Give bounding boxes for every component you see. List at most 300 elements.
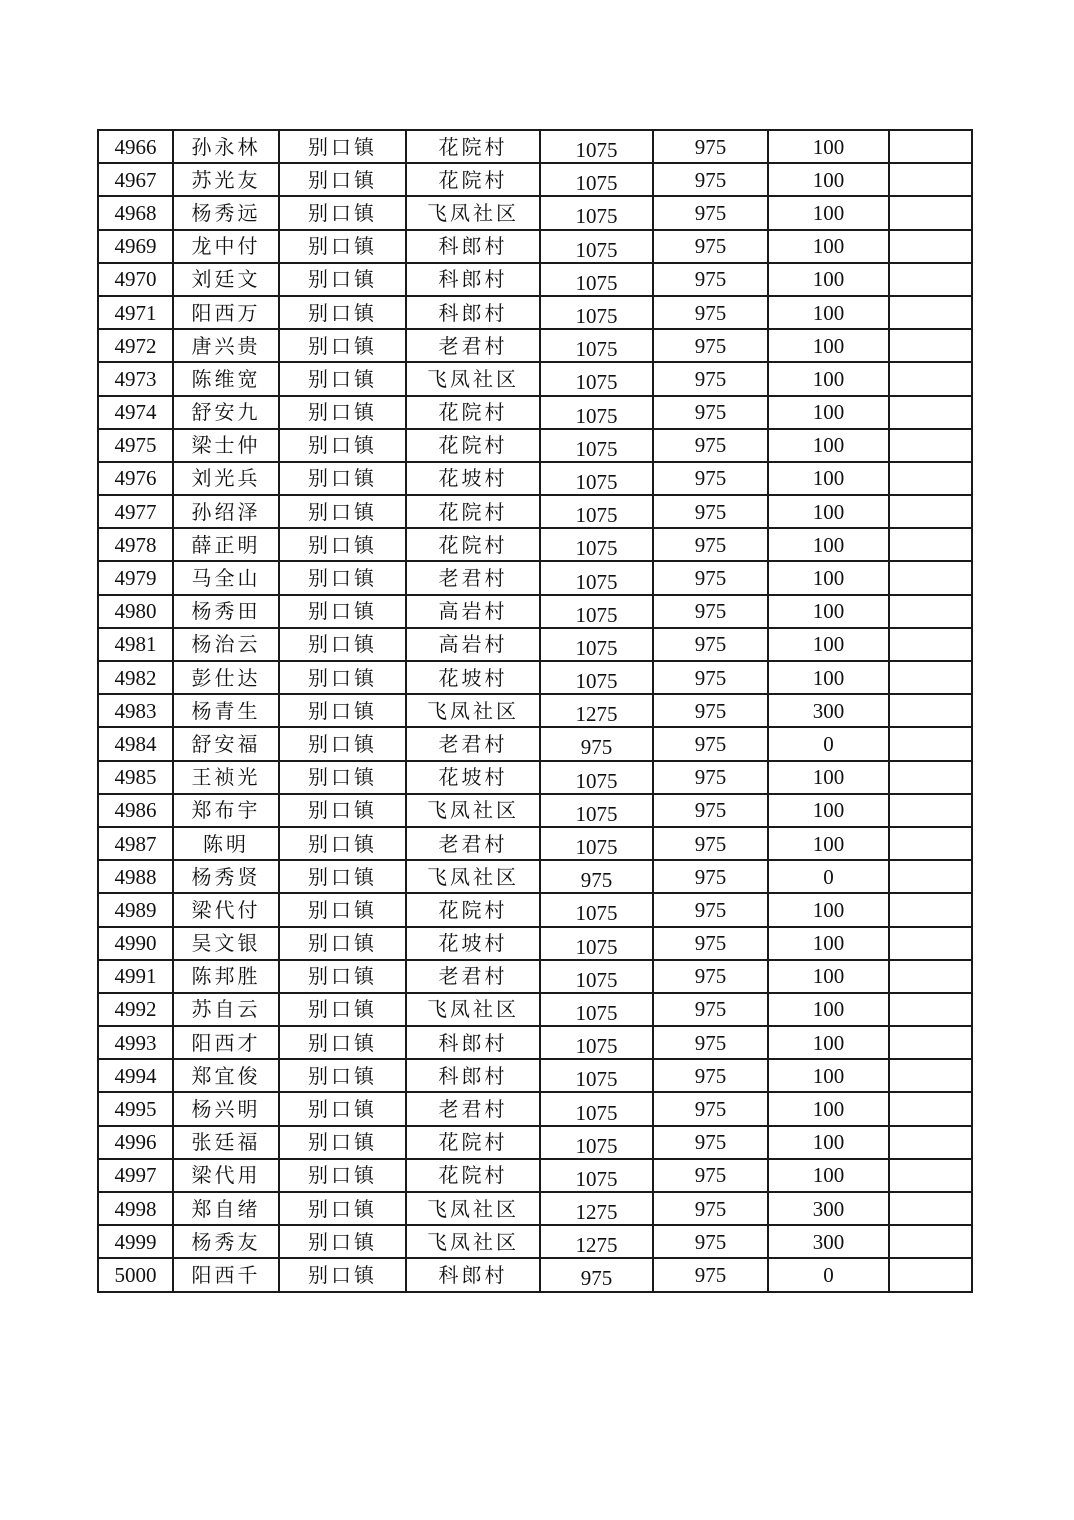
town-cell: 别口镇 [279,694,406,727]
table-row [98,130,972,163]
amount-cell: 1275 [540,1225,653,1258]
name-cell: 杨秀田 [173,595,279,628]
row-number-cell: 4966 [98,130,173,163]
town-cell: 别口镇 [279,993,406,1026]
remark-cell [889,794,972,827]
amount-cell: 1075 [540,794,653,827]
row-number-cell: 4987 [98,827,173,860]
name-cell: 阳西千 [173,1258,279,1291]
difference-cell: 100 [768,329,889,362]
village-cell: 飞凤社区 [406,993,540,1026]
town-cell: 别口镇 [279,1059,406,1092]
remark-cell [889,927,972,960]
amount-cell: 1075 [540,661,653,694]
table-row [98,561,972,594]
name-cell: 刘光兵 [173,462,279,495]
difference-cell: 100 [768,761,889,794]
town-cell: 别口镇 [279,1159,406,1192]
name-cell: 薛正明 [173,528,279,561]
remark-cell [889,860,972,893]
table-row [98,927,972,960]
base-amount-cell: 975 [653,1159,768,1192]
name-cell: 王祯光 [173,761,279,794]
town-cell: 别口镇 [279,827,406,860]
table-row [98,595,972,628]
base-amount-cell: 975 [653,1192,768,1225]
remark-cell [889,462,972,495]
base-amount-cell: 975 [653,296,768,329]
row-number-cell: 4992 [98,993,173,1026]
row-number-cell: 4967 [98,163,173,196]
base-amount-cell: 975 [653,362,768,395]
town-cell: 别口镇 [279,495,406,528]
table-row [98,727,972,760]
table-row [98,661,972,694]
base-amount-cell: 975 [653,495,768,528]
village-cell: 花院村 [406,495,540,528]
name-cell: 苏光友 [173,163,279,196]
table-row [98,1059,972,1092]
base-amount-cell: 975 [653,1092,768,1125]
remark-cell [889,263,972,296]
difference-cell: 100 [768,1159,889,1192]
remark-cell [889,993,972,1026]
table-row [98,1092,972,1125]
table-row [98,296,972,329]
town-cell: 别口镇 [279,230,406,263]
town-cell: 别口镇 [279,329,406,362]
difference-cell: 300 [768,1225,889,1258]
remark-cell [889,130,972,163]
amount-cell: 1075 [540,628,653,661]
name-cell: 孙永林 [173,130,279,163]
town-cell: 别口镇 [279,661,406,694]
remark-cell [889,1159,972,1192]
difference-cell: 100 [768,495,889,528]
town-cell: 别口镇 [279,296,406,329]
amount-cell: 1075 [540,993,653,1026]
base-amount-cell: 975 [653,130,768,163]
base-amount-cell: 975 [653,661,768,694]
data-table [97,129,973,1293]
name-cell: 吴文银 [173,927,279,960]
table-row [98,761,972,794]
amount-cell: 1275 [540,694,653,727]
row-number-cell: 4990 [98,927,173,960]
village-cell: 花院村 [406,893,540,926]
name-cell: 杨秀友 [173,1225,279,1258]
amount-cell: 1075 [540,1126,653,1159]
name-cell: 陈维宽 [173,362,279,395]
remark-cell [889,429,972,462]
town-cell: 别口镇 [279,462,406,495]
base-amount-cell: 975 [653,1258,768,1291]
base-amount-cell: 975 [653,396,768,429]
row-number-cell: 4983 [98,694,173,727]
village-cell: 老君村 [406,960,540,993]
town-cell: 别口镇 [279,1126,406,1159]
base-amount-cell: 975 [653,727,768,760]
name-cell: 郑布宇 [173,794,279,827]
amount-cell: 1075 [540,230,653,263]
difference-cell: 100 [768,528,889,561]
town-cell: 别口镇 [279,429,406,462]
town-cell: 别口镇 [279,860,406,893]
amount-cell: 1075 [540,396,653,429]
difference-cell: 100 [768,893,889,926]
table-row [98,960,972,993]
table-row [98,329,972,362]
row-number-cell: 4995 [98,1092,173,1125]
base-amount-cell: 975 [653,1126,768,1159]
row-number-cell: 4999 [98,1225,173,1258]
name-cell: 阳西才 [173,1026,279,1059]
name-cell: 舒安福 [173,727,279,760]
name-cell: 杨秀远 [173,196,279,229]
name-cell: 梁代用 [173,1159,279,1192]
amount-cell: 975 [540,1258,653,1291]
village-cell: 飞凤社区 [406,1225,540,1258]
remark-cell [889,1092,972,1125]
table-row [98,362,972,395]
name-cell: 张廷福 [173,1126,279,1159]
town-cell: 别口镇 [279,196,406,229]
difference-cell: 100 [768,196,889,229]
table-row [98,495,972,528]
town-cell: 别口镇 [279,130,406,163]
remark-cell [889,694,972,727]
town-cell: 别口镇 [279,794,406,827]
row-number-cell: 4982 [98,661,173,694]
remark-cell [889,595,972,628]
amount-cell: 1075 [540,1159,653,1192]
amount-cell: 1075 [540,561,653,594]
row-number-cell: 4988 [98,860,173,893]
table-body [98,130,972,1292]
row-number-cell: 4985 [98,761,173,794]
amount-cell: 1075 [540,827,653,860]
village-cell: 花院村 [406,1126,540,1159]
amount-cell: 1075 [540,462,653,495]
difference-cell: 100 [768,661,889,694]
village-cell: 花坡村 [406,761,540,794]
village-cell: 花院村 [406,396,540,429]
row-number-cell: 4979 [98,561,173,594]
table-row [98,462,972,495]
amount-cell: 1075 [540,761,653,794]
amount-cell: 1075 [540,893,653,926]
table-row [98,794,972,827]
name-cell: 陈明 [173,827,279,860]
base-amount-cell: 975 [653,694,768,727]
village-cell: 飞凤社区 [406,794,540,827]
difference-cell: 100 [768,362,889,395]
name-cell: 苏自云 [173,993,279,1026]
remark-cell [889,1225,972,1258]
table-row [98,628,972,661]
difference-cell: 100 [768,1059,889,1092]
village-cell: 飞凤社区 [406,362,540,395]
village-cell: 老君村 [406,561,540,594]
base-amount-cell: 975 [653,595,768,628]
name-cell: 郑自绪 [173,1192,279,1225]
table-row [98,429,972,462]
base-amount-cell: 975 [653,960,768,993]
base-amount-cell: 975 [653,1026,768,1059]
difference-cell: 100 [768,230,889,263]
amount-cell: 1075 [540,1059,653,1092]
village-cell: 高岩村 [406,628,540,661]
remark-cell [889,727,972,760]
remark-cell [889,230,972,263]
difference-cell: 100 [768,429,889,462]
base-amount-cell: 975 [653,462,768,495]
base-amount-cell: 975 [653,196,768,229]
row-number-cell: 4993 [98,1026,173,1059]
village-cell: 花院村 [406,130,540,163]
row-number-cell: 4970 [98,263,173,296]
name-cell: 杨秀贤 [173,860,279,893]
row-number-cell: 4994 [98,1059,173,1092]
village-cell: 科郎村 [406,230,540,263]
village-cell: 飞凤社区 [406,860,540,893]
name-cell: 梁代付 [173,893,279,926]
remark-cell [889,196,972,229]
base-amount-cell: 975 [653,429,768,462]
table-row [98,893,972,926]
difference-cell: 100 [768,462,889,495]
amount-cell: 1075 [540,362,653,395]
difference-cell: 100 [768,263,889,296]
row-number-cell: 4973 [98,362,173,395]
row-number-cell: 4969 [98,230,173,263]
amount-cell: 1075 [540,429,653,462]
village-cell: 花坡村 [406,462,540,495]
difference-cell: 100 [768,927,889,960]
village-cell: 花坡村 [406,661,540,694]
row-number-cell: 4976 [98,462,173,495]
difference-cell: 100 [768,827,889,860]
table-row [98,528,972,561]
town-cell: 别口镇 [279,960,406,993]
table-row [98,1258,972,1291]
village-cell: 老君村 [406,329,540,362]
village-cell: 飞凤社区 [406,1192,540,1225]
remark-cell [889,1126,972,1159]
town-cell: 别口镇 [279,561,406,594]
town-cell: 别口镇 [279,893,406,926]
base-amount-cell: 975 [653,927,768,960]
amount-cell: 1075 [540,163,653,196]
amount-cell: 1075 [540,329,653,362]
difference-cell: 300 [768,694,889,727]
remark-cell [889,528,972,561]
base-amount-cell: 975 [653,827,768,860]
amount-cell: 1075 [540,1092,653,1125]
town-cell: 别口镇 [279,927,406,960]
name-cell: 舒安九 [173,396,279,429]
amount-cell: 1075 [540,495,653,528]
row-number-cell: 4986 [98,794,173,827]
base-amount-cell: 975 [653,263,768,296]
remark-cell [889,1192,972,1225]
difference-cell: 100 [768,628,889,661]
village-cell: 花坡村 [406,927,540,960]
remark-cell [889,329,972,362]
name-cell: 陈邦胜 [173,960,279,993]
town-cell: 别口镇 [279,1026,406,1059]
town-cell: 别口镇 [279,761,406,794]
name-cell: 彭仕达 [173,661,279,694]
row-number-cell: 4980 [98,595,173,628]
row-number-cell: 5000 [98,1258,173,1291]
base-amount-cell: 975 [653,794,768,827]
village-cell: 飞凤社区 [406,196,540,229]
table-row [98,1126,972,1159]
base-amount-cell: 975 [653,528,768,561]
table-row [98,263,972,296]
remark-cell [889,1258,972,1291]
town-cell: 别口镇 [279,727,406,760]
village-cell: 科郎村 [406,1026,540,1059]
amount-cell: 1075 [540,296,653,329]
row-number-cell: 4997 [98,1159,173,1192]
remark-cell [889,296,972,329]
table-row [98,396,972,429]
row-number-cell: 4974 [98,396,173,429]
row-number-cell: 4981 [98,628,173,661]
base-amount-cell: 975 [653,230,768,263]
town-cell: 别口镇 [279,595,406,628]
difference-cell: 100 [768,396,889,429]
village-cell: 花院村 [406,429,540,462]
amount-cell: 1075 [540,196,653,229]
village-cell: 科郎村 [406,1059,540,1092]
village-cell: 科郎村 [406,1258,540,1291]
base-amount-cell: 975 [653,163,768,196]
table-row [98,860,972,893]
village-cell: 科郎村 [406,296,540,329]
village-cell: 老君村 [406,827,540,860]
town-cell: 别口镇 [279,396,406,429]
difference-cell: 100 [768,561,889,594]
difference-cell: 100 [768,163,889,196]
village-cell: 高岩村 [406,595,540,628]
difference-cell: 300 [768,1192,889,1225]
village-cell: 飞凤社区 [406,694,540,727]
difference-cell: 100 [768,296,889,329]
remark-cell [889,960,972,993]
base-amount-cell: 975 [653,1225,768,1258]
remark-cell [889,661,972,694]
village-cell: 花院村 [406,528,540,561]
difference-cell: 0 [768,860,889,893]
town-cell: 别口镇 [279,1192,406,1225]
name-cell: 龙中付 [173,230,279,263]
village-cell: 老君村 [406,727,540,760]
village-cell: 老君村 [406,1092,540,1125]
row-number-cell: 4968 [98,196,173,229]
base-amount-cell: 975 [653,561,768,594]
town-cell: 别口镇 [279,1225,406,1258]
row-number-cell: 4972 [98,329,173,362]
remark-cell [889,495,972,528]
town-cell: 别口镇 [279,362,406,395]
remark-cell [889,396,972,429]
row-number-cell: 4998 [98,1192,173,1225]
base-amount-cell: 975 [653,860,768,893]
table-row [98,1026,972,1059]
remark-cell [889,561,972,594]
base-amount-cell: 975 [653,1059,768,1092]
amount-cell: 1075 [540,263,653,296]
amount-cell: 975 [540,860,653,893]
table-row [98,230,972,263]
name-cell: 孙绍泽 [173,495,279,528]
table-row [98,1192,972,1225]
remark-cell [889,362,972,395]
village-cell: 花院村 [406,1159,540,1192]
town-cell: 别口镇 [279,163,406,196]
difference-cell: 0 [768,1258,889,1291]
difference-cell: 100 [768,993,889,1026]
base-amount-cell: 975 [653,893,768,926]
remark-cell [889,761,972,794]
name-cell: 杨治云 [173,628,279,661]
amount-cell: 1075 [540,595,653,628]
name-cell: 梁士仲 [173,429,279,462]
remark-cell [889,827,972,860]
base-amount-cell: 975 [653,628,768,661]
row-number-cell: 4984 [98,727,173,760]
table-row [98,694,972,727]
difference-cell: 100 [768,1092,889,1125]
row-number-cell: 4989 [98,893,173,926]
remark-cell [889,1026,972,1059]
town-cell: 别口镇 [279,1092,406,1125]
name-cell: 杨兴明 [173,1092,279,1125]
table-row [98,1225,972,1258]
row-number-cell: 4991 [98,960,173,993]
name-cell: 杨青生 [173,694,279,727]
amount-cell: 1075 [540,1026,653,1059]
difference-cell: 100 [768,595,889,628]
row-number-cell: 4977 [98,495,173,528]
name-cell: 唐兴贵 [173,329,279,362]
amount-cell: 1075 [540,960,653,993]
table-row [98,196,972,229]
village-cell: 科郎村 [406,263,540,296]
difference-cell: 100 [768,794,889,827]
amount-cell: 1075 [540,528,653,561]
difference-cell: 100 [768,1026,889,1059]
row-number-cell: 4971 [98,296,173,329]
name-cell: 郑宜俊 [173,1059,279,1092]
table-row [98,163,972,196]
amount-cell: 1275 [540,1192,653,1225]
difference-cell: 0 [768,727,889,760]
row-number-cell: 4996 [98,1126,173,1159]
town-cell: 别口镇 [279,528,406,561]
remark-cell [889,628,972,661]
row-number-cell: 4975 [98,429,173,462]
table-row [98,827,972,860]
base-amount-cell: 975 [653,329,768,362]
name-cell: 阳西万 [173,296,279,329]
town-cell: 别口镇 [279,263,406,296]
amount-cell: 1075 [540,130,653,163]
difference-cell: 100 [768,960,889,993]
